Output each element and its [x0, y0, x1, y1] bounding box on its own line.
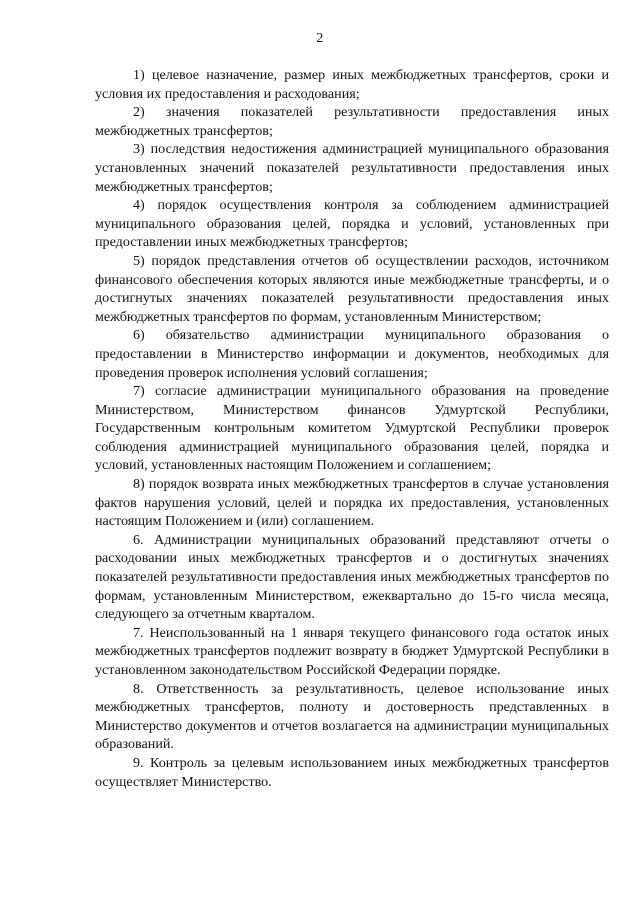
- paragraph-item-5: 5) порядок представления отчетов об осуществлении расходов, источником финансового обеспечения которых являются иные межбюджетные трансферты, и о достигнутых значениях показателей результативности предоставления иных межбюджетных трансфертов по формам, установленным Министерством;: [95, 252, 609, 325]
- page-number: 2: [316, 31, 324, 46]
- paragraph-section-8: 8. Ответственность за результативность, целевое использование иных межбюджетных трансфертов, полноту и достоверность представленных в Министерство документов и отчетов возлагается на администрации муниципальных образований.: [95, 680, 609, 753]
- paragraph-item-6: 6) обязательство администрации муниципального образования о предоставлении в Министерство информации и документов, необходимых для проведения проверок исполнения условий соглашения;: [95, 327, 609, 381]
- paragraph-item-4: 4) порядок осуществления контроля за соблюдением администрацией муниципального образования целей, порядка и условий, установленных при предоставлении иных межбюджетных трансфертов;: [95, 197, 609, 251]
- paragraph-section-7: 7. Неиспользованный на 1 января текущего финансового года остаток иных межбюджетных трансфертов подлежит возврату в бюджет Удмуртской Республики в установленном законодательством Российской Федерации порядке.: [95, 624, 609, 678]
- paragraph-section-9: 9. Контроль за целевым использованием иных межбюджетных трансфертов осуществляет Министерство.: [95, 754, 609, 790]
- paragraph-section-6: 6. Администрации муниципальных образований представляют отчеты о расходовании иных межбюджетных трансфертов и о достигнутых значениях показателей результативности предоставления иных межбюджетных трансфертов по формам, установленным Министерством, ежеквартально до 15-го числа месяца, следующего за отчетным кварталом.: [95, 531, 609, 623]
- paragraph-item-7: 7) согласие администрации муниципального образования на проведение Министерством, Министерством финансов Удмуртской Республики, Государственным контрольным комитетом Удмуртской Республики проверок соблюдения администрацией муниципального образования целей, порядка и условий, установленных настоящим Положением и соглашением;: [95, 383, 609, 474]
- paragraph-item-2: 2) значения показателей результативности предоставления иных межбюджетных трансфертов;: [95, 104, 609, 139]
- paragraph-item-8: 8) порядок возврата иных межбюджетных трансфертов в случае установления фактов нарушения условий, целей и порядка их предоставления, установленных настоящим Положением и (или) соглашением.: [95, 476, 609, 530]
- paragraph-item-1: 1) целевое назначение, размер иных межбюджетных трансфертов, сроки и условия их предоставления и расходования;: [95, 67, 609, 102]
- document-body: [95, 66, 609, 791]
- paragraph-item-3: 3) последствия недостижения администрацией муниципального образования установленных значений показателей результативности предоставления иных межбюджетных трансфертов;: [95, 141, 609, 195]
